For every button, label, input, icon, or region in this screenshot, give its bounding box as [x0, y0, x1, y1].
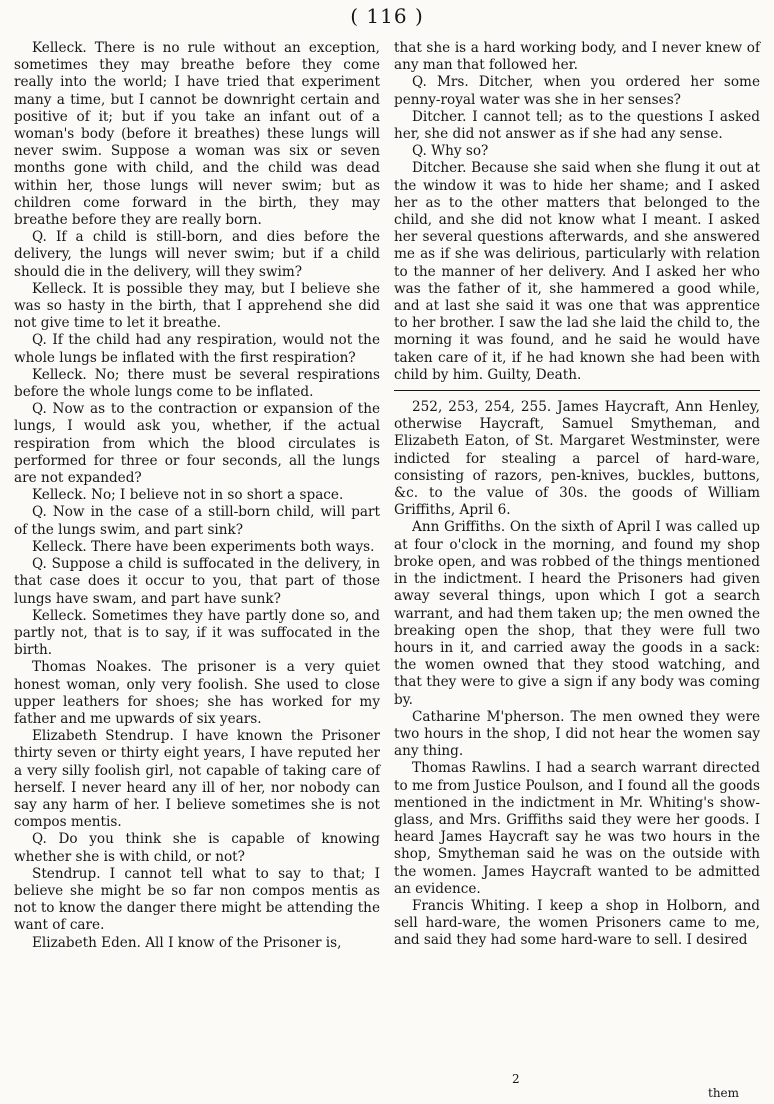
paragraph: Kelleck. No; I believe not in so short a space.: [32, 487, 344, 504]
case-heading: 252, 253, 254, 255. James Haycraft, Ann Henley, otherwise Haycraft, Samuel Smytheman, and Elizabeth Eaton, of St. Margaret Westminster, were indicted for stealing a parcel of hard-ware, consisting of razors, pen-knives, buckles, buttons, &c. to the value of 30s. the goods of William Griffiths, April 6.: [394, 399, 760, 519]
paragraph: Kelleck. No; there must be several respirations before the whole lungs come to be inflated.: [14, 366, 380, 401]
paragraph: Q. Do you think she is capable of knowing whether she is with child, or not?: [14, 831, 380, 865]
paragraph: Q. If the child had any respiration, would not the whole lungs be inflated with the first respiration?: [14, 332, 380, 366]
paragraph: Ditcher. Because she said when she flung it out at the window it was to hide her shame; and I asked her as to the other matters that belonged to the child, and she did not know what I meant. I asked her several questions afterwards, and she answered me as if she was delirious, particularly with relation to the manner of her delivery. And I asked her who was the father of it, she hammered a good while, and at last she said it was one that was apprentice to her brother. I saw the lad she laid the child to, the morning it was found, and he said he would have taken care of it, if he had known she had been with child by him. Guilty, Death.: [394, 160, 760, 383]
paragraph: Q. Suppose a child is suffocated in the delivery, in that case does it occur to you, that part of those lungs have swam, and part have sunk?: [14, 556, 380, 607]
paragraph: Stendrup. I cannot tell what to say to that; I believe she might be so far non compos mentis as not to know the danger there might be attending the want of care.: [14, 865, 380, 934]
paragraph: Ann Griffiths. On the sixth of April I was called up at four o'clock in the morning, and found my shop broke open, and was robbed of the things mentioned in the indictment. I heard the Prisoners had given away several things, upon which I got a search warrant, and had them taken up; the men owned the breaking open the shop, that they were full two hours in it, and carried away the goods in a sack: the women owned that they stood watching, and that they were to give a sign if any body was coming by.: [394, 519, 760, 708]
right-column: [394, 40, 760, 950]
paragraph: Kelleck. It is possible they may, but I believe she was so hasty in the birth, that I apprehend she did not give time to let it breathe.: [14, 280, 380, 332]
paragraph: Kelleck. There is no rule without an exception, sometimes they may breathe before they come really into the world; I have tried that experiment many a time, but I cannot be downright certain and positive of it; but if you take an infant out of a woman's body (before it breathes) these lungs will never swim. Suppose a woman was six or seven months gone with child, and the child was dead within her, those lungs will never swim; but as children come forward in the birth, they may breathe before they are really born.: [14, 40, 380, 229]
paragraph: Catharine M'pherson. The men owned they were two hours in the shop, I did not hear the women say any thing.: [394, 708, 760, 760]
paragraph: Thomas Rawlins. I had a search warrant directed to me from Justice Poulson, and I found all the goods mentioned in the indictment in Mr. Whiting's show-glass, and Mrs. Griffiths said they were her goods. I heard James Haycraft say he was two hours in the shop, Smytheman said he was on the outside with the women. James Haycraft wanted to be admitted an evidence.: [394, 760, 760, 897]
paragraph: Ditcher. I cannot tell; as to the questions I asked her, she did not answer as if she had any sense.: [394, 108, 760, 143]
paragraph: Q. Mrs. Ditcher, when you ordered her some penny-royal water was she in her senses?: [394, 74, 760, 108]
paragraph: Q. Now in the case of a still-born child, will part of the lungs swim, and part sink?: [14, 504, 380, 538]
section-divider: [394, 390, 760, 391]
left-column: [14, 40, 380, 952]
page-number: ( 116 ): [350, 4, 424, 28]
paragraph: Q. Now as to the contraction or expansion of the lungs, I would ask you, whether, if the actual respiration from which the blood circulates is performed for three or four seconds, all the lungs are not expanded?: [14, 401, 380, 487]
paragraph: Francis Whiting. I keep a shop in Holborn, and sell hard-ware, the women Prisoners came to me, and said they had some hard-ware to sell. I desired: [394, 897, 760, 949]
paragraph: that she is a hard working body, and I never knew of any man that followed her.: [394, 40, 760, 74]
paragraph: Elizabeth Stendrup. I have known the Prisoner thirty seven or thirty eight years, I have reputed her a very silly foolish girl, not capable of taking care of herself. I never heard any ill of her, nor nobody can say any harm of her. I believe sometimes she is not compos mentis.: [14, 728, 380, 831]
paragraph: Kelleck. There have been experiments both ways.: [32, 538, 375, 555]
paragraph: Elizabeth Eden. All I know of the Prisoner is,: [32, 934, 342, 951]
paragraph: Q. If a child is still-born, and dies before the delivery, the lungs will never swim; but if a child should die in the delivery, will they swim?: [14, 229, 380, 280]
catchword: them: [708, 1086, 740, 1100]
paragraph: Thomas Noakes. The prisoner is a very quiet honest woman, only very foolish. She used to close upper leathers for shoes; she has worked for my father and me upwards of six years.: [14, 659, 380, 727]
paragraph: Q. Why so?: [412, 143, 489, 160]
signature-mark: 2: [512, 1072, 520, 1086]
paragraph: Kelleck. Sometimes they have partly done so, and partly not, that is to say, if it was suffocated in the birth.: [14, 607, 380, 659]
